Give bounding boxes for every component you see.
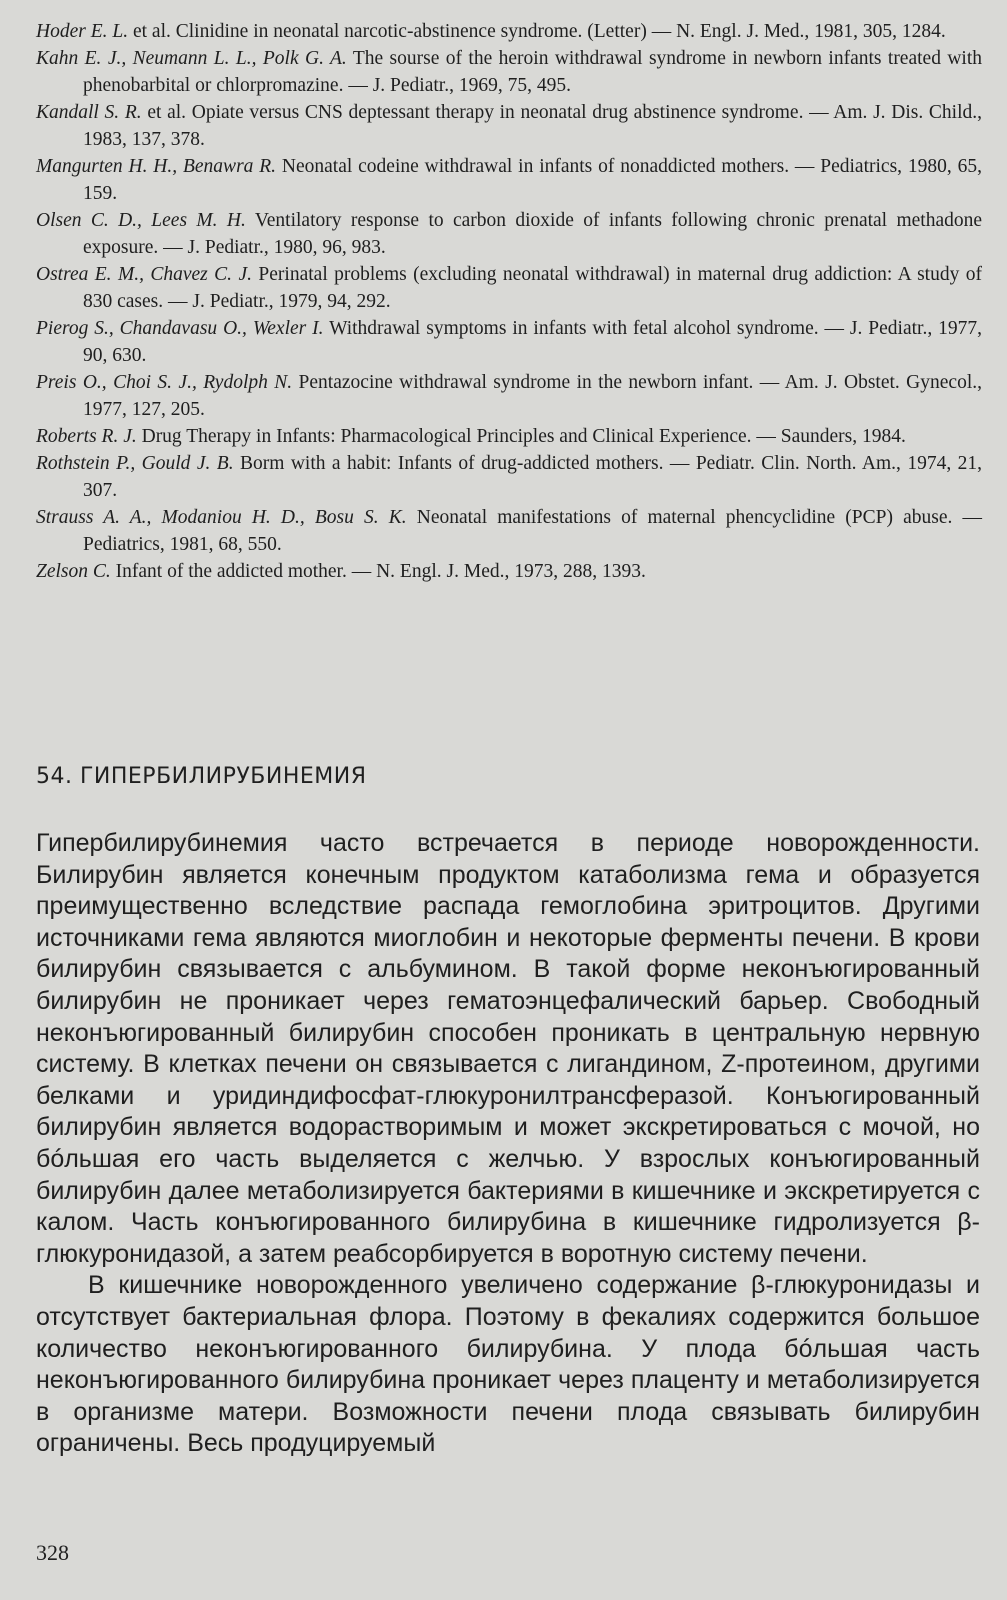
reference-authors: Mangurten H. H., Benawra R. bbox=[36, 156, 277, 177]
reference-authors: Olsen C. D., Lees M. H. bbox=[36, 210, 246, 231]
reference-text: Drug Therapy in Infants: Pharmacological Principles and Clinical Experience. — Saunders, 1984. bbox=[136, 426, 906, 447]
reference-item bbox=[36, 450, 982, 504]
reference-item bbox=[36, 45, 982, 99]
reference-text: Infant of the addicted mother. — N. Engl. J. Med., 1973, 288, 1393. bbox=[110, 561, 646, 582]
reference-text: Pentazocine withdrawal syndrome in the newborn infant. — Am. J. Obstet. Gynecol., 1977, 127, 205. bbox=[83, 372, 982, 420]
reference-authors: Rothstein P., Gould J. B. bbox=[36, 453, 234, 474]
reference-authors: Pierog S., Chandavasu O., Wexler I. bbox=[36, 318, 324, 339]
reference-item bbox=[36, 315, 982, 369]
reference-item bbox=[36, 18, 982, 45]
reference-text: Borm with a habit: Infants of drug-addicted mothers. — Pediatr. Clin. North. Am., 1974, 21, 307. bbox=[83, 453, 983, 501]
reference-item bbox=[36, 369, 982, 423]
reference-authors: Zelson C. bbox=[36, 561, 111, 582]
reference-authors: Strauss A. A., Modaniou H. D., Bosu S. K. bbox=[36, 507, 407, 528]
reference-authors: Kahn E. J., Neumann L. L., Polk G. A. bbox=[36, 48, 347, 69]
reference-text: et al. Clinidine in neonatal narcotic-abstinence syndrome. (Letter) — N. Engl. J. Med., 1981, 305, 1284. bbox=[128, 21, 946, 42]
reference-text: Perinatal problems (excluding neonatal withdrawal) in maternal drug addiction: A study of 830 cases. — J. Pediatr., 1979, 94, 292. bbox=[83, 264, 982, 312]
section-body bbox=[36, 828, 980, 1460]
reference-authors: Roberts R. J. bbox=[36, 426, 137, 447]
reference-text: Neonatal codeine withdrawal in infants of nonaddicted mothers. — Pediatrics, 1980, 65, 159. bbox=[83, 156, 982, 204]
reference-text: Withdrawal symptoms in infants with fetal alcohol syndrome. — J. Pediatr., 1977, 90, 630. bbox=[83, 318, 983, 366]
section-heading: 54. ГИПЕРБИЛИРУБИНЕМИЯ bbox=[36, 764, 367, 789]
reference-authors: Ostrea E. M., Chavez C. J. bbox=[36, 264, 253, 285]
reference-text: Ventilatory response to carbon dioxide of infants following chronic prenatal methadone exposure. — J. Pediatr., 1980, 96, 983. bbox=[83, 210, 983, 258]
page-number: 328 bbox=[36, 1540, 69, 1565]
reference-authors: Preis O., Choi S. J., Rydolph N. bbox=[36, 372, 293, 393]
reference-item bbox=[36, 153, 982, 207]
reference-item bbox=[36, 207, 982, 261]
reference-authors: Hoder E. L. bbox=[36, 21, 129, 42]
reference-item bbox=[36, 261, 982, 315]
reference-text: The sourse of the heroin withdrawal syndrome in newborn infants treated with phenobarbital or chlorpromazine. — J. Pediatr., 1969, 75, 495. bbox=[83, 48, 983, 96]
reference-list bbox=[36, 18, 982, 585]
reference-item bbox=[36, 99, 982, 153]
reference-authors: Kandall S. R. bbox=[36, 102, 142, 123]
reference-item bbox=[36, 558, 982, 585]
body-paragraph: Гипербилирубинемия часто встречается в периоде новорожденности. Билирубин является конечным продуктом катаболизма гема и образуется преимущественно вследствие распада гемоглобина эритроцитов. Другими источниками гема являются миоглобин и некоторые ферменты печени. В крови билирубин связывается с альбумином. В такой форме неконъюгированный билирубин не проникает через гематоэнцефалический барьер. Свободный неконъюгированный билирубин способен проникать в центральную нервную систему. В клетках печени он связывается с лигандином, Z-протеином, другими белками и уридиндифосфат-глюкуронилтрансферазой. Конъюгированный билирубин является водорастворимым и может экскретироваться с мочой, но бóльшая его часть выделяется с желчью. У взрослых конъюгированный билирубин далее метаболизируется бактериями в кишечнике и экскретируется с калом. Часть конъюгированного билирубина в кишечнике гидролизуется β-глюкуронидазой, а затем реабсорбируется в воротную систему печени. bbox=[36, 829, 980, 1268]
reference-text: Neonatal manifestations of maternal phencyclidine (PCP) abuse. — Pediatrics, 1981, 68, 550. bbox=[83, 507, 982, 555]
reference-text: et al. Opiate versus CNS deptessant therapy in neonatal drug abstinence syndrome. — Am. J. Dis. Child., 1983, 137, 378. bbox=[83, 102, 982, 150]
body-paragraph: В кишечнике новорожденного увеличено содержание β-глюкуронидазы и отсутствует бактериальная флора. Поэтому в фекалиях содержится большое количество неконъюгированного билирубина. У плода бóльшая часть неконъюгированного билирубина проникает через плаценту и метаболизируется в организме матери. Возможности печени плода связывать билирубин ограничены. Весь продуцируемый bbox=[36, 1271, 980, 1458]
reference-item bbox=[36, 504, 982, 558]
reference-item bbox=[36, 423, 982, 450]
